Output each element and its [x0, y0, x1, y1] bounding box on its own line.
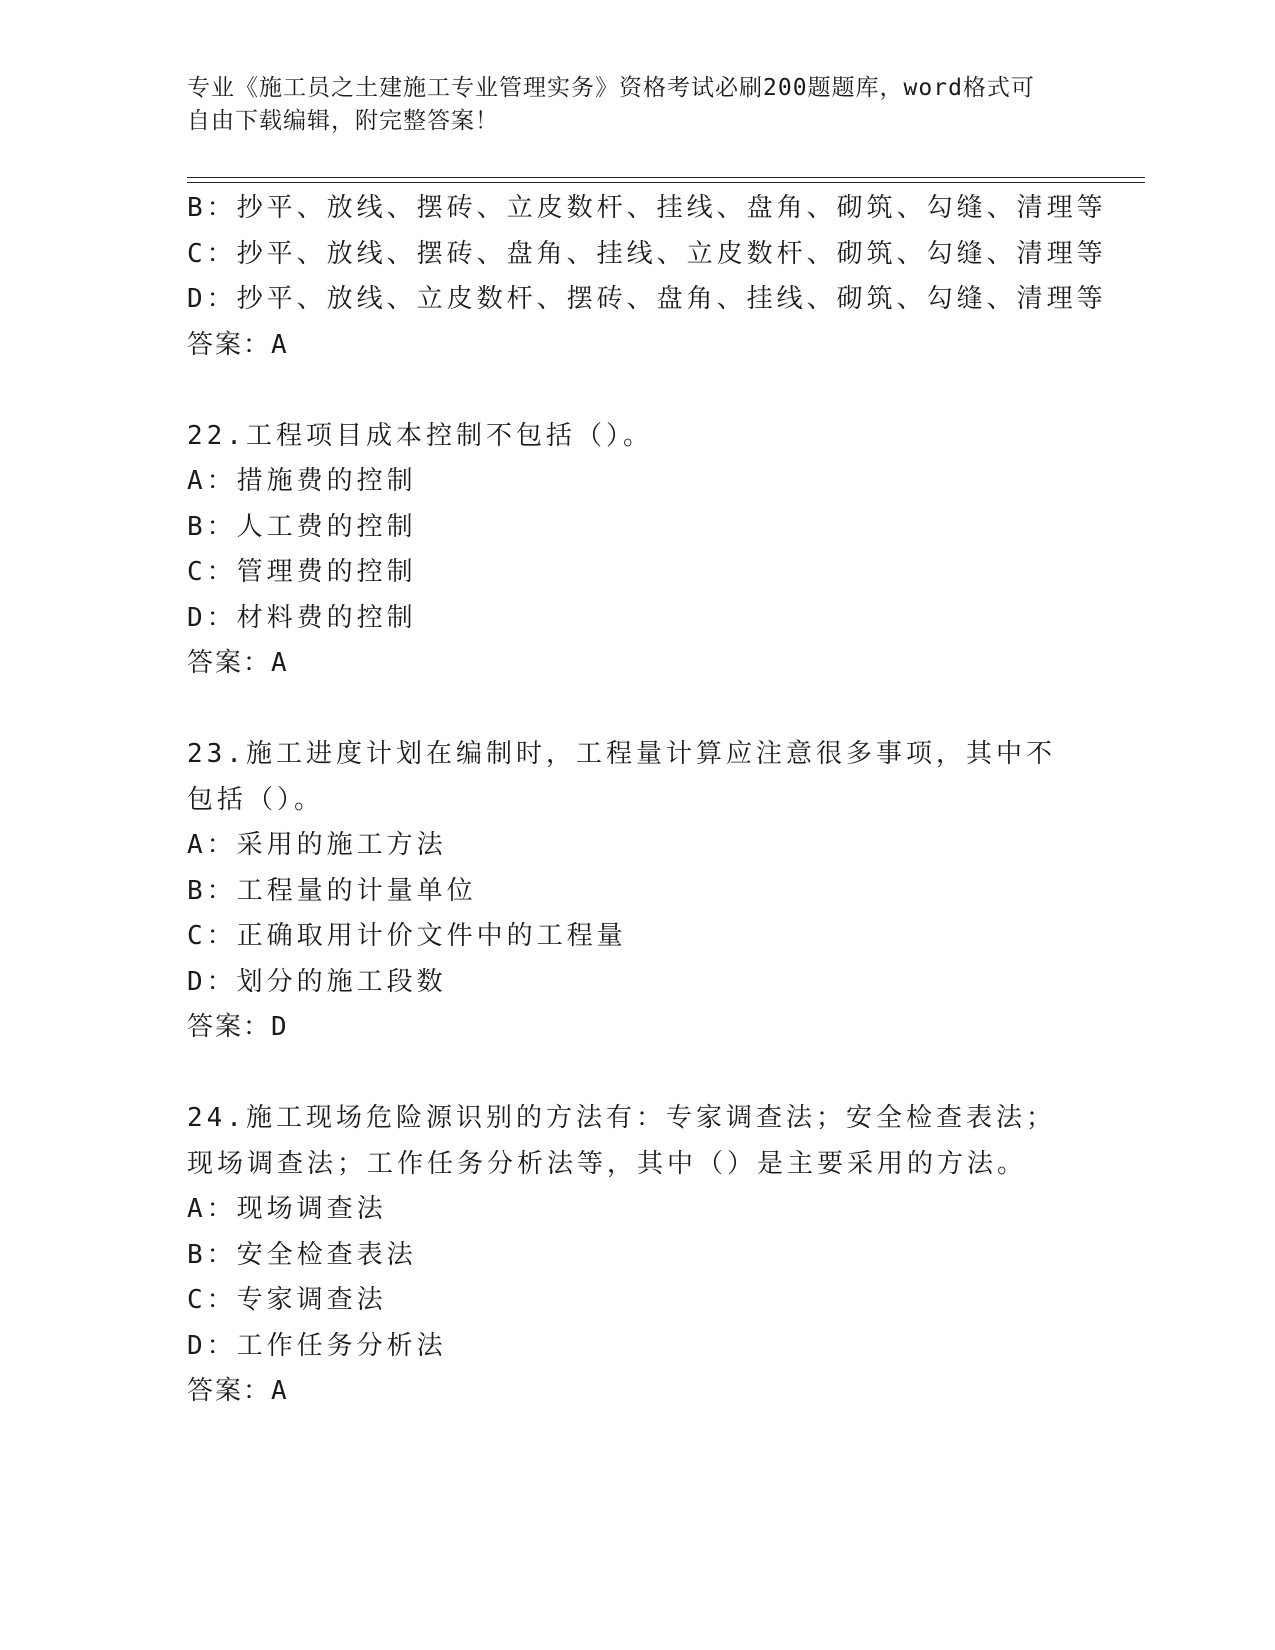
answer-line: 答案：D: [187, 1012, 289, 1042]
option-b: B：工程量的计量单位: [187, 875, 477, 906]
option-a: A：措施费的控制: [187, 466, 417, 496]
option-d: D：抄平、放线、立皮数杆、摆砖、盘角、挂线、砌筑、勾缝、清理等: [187, 284, 1107, 314]
answer-line: 答案：A: [187, 329, 289, 360]
header-divider-bottom: [187, 182, 1145, 183]
question-21-continued: [187, 186, 1107, 368]
question-stem: 22.工程项目成本控制不包括（）。: [187, 420, 653, 451]
option-a: A：现场调查法: [187, 1194, 387, 1224]
option-d: D：划分的施工段数: [187, 966, 447, 997]
spacer: [187, 1051, 1077, 1097]
option-d: D：工作任务分析法: [187, 1330, 447, 1361]
option-a: A：采用的施工方法: [187, 830, 447, 860]
option-c: C：管理费的控制: [187, 557, 417, 587]
spacer: [187, 368, 1077, 414]
option-b: B：人工费的控制: [187, 511, 417, 542]
question-22: [187, 414, 1077, 687]
question-list: [187, 186, 1107, 1415]
question-stem: 24.施工现场危险源识别的方法有：专家调查法；安全检查表法；现场调查法；工作任务分析法等，其中（）是主要采用的方法。: [187, 1103, 1056, 1179]
answer-line: 答案：A: [187, 1376, 289, 1406]
document-header: [187, 72, 1067, 138]
option-c: C：抄平、放线、摆砖、盘角、挂线、立皮数杆、砌筑、勾缝、清理等: [187, 238, 1107, 269]
option-c: C：正确取用计价文件中的工程量: [187, 921, 627, 951]
header-title-line-1: 专业《施工员之土建施工专业管理实务》资格考试必刷200题题库，word格式可: [187, 75, 1035, 101]
spacer: [187, 687, 1077, 733]
question-23: [187, 732, 1077, 1051]
option-d: D：材料费的控制: [187, 602, 417, 633]
option-c: C：专家调查法: [187, 1285, 387, 1315]
question-24: [187, 1096, 1077, 1415]
option-b: B：安全检查表法: [187, 1239, 417, 1270]
option-b: B：抄平、放线、摆砖、立皮数杆、挂线、盘角、砌筑、勾缝、清理等: [187, 193, 1107, 223]
question-stem: 23.施工进度计划在编制时，工程量计算应注意很多事项，其中不包括（）。: [187, 739, 1056, 815]
header-title-line-2: 自由下载编辑，附完整答案！: [187, 108, 499, 134]
header-divider-top: [187, 177, 1145, 178]
answer-line: 答案：A: [187, 648, 289, 678]
